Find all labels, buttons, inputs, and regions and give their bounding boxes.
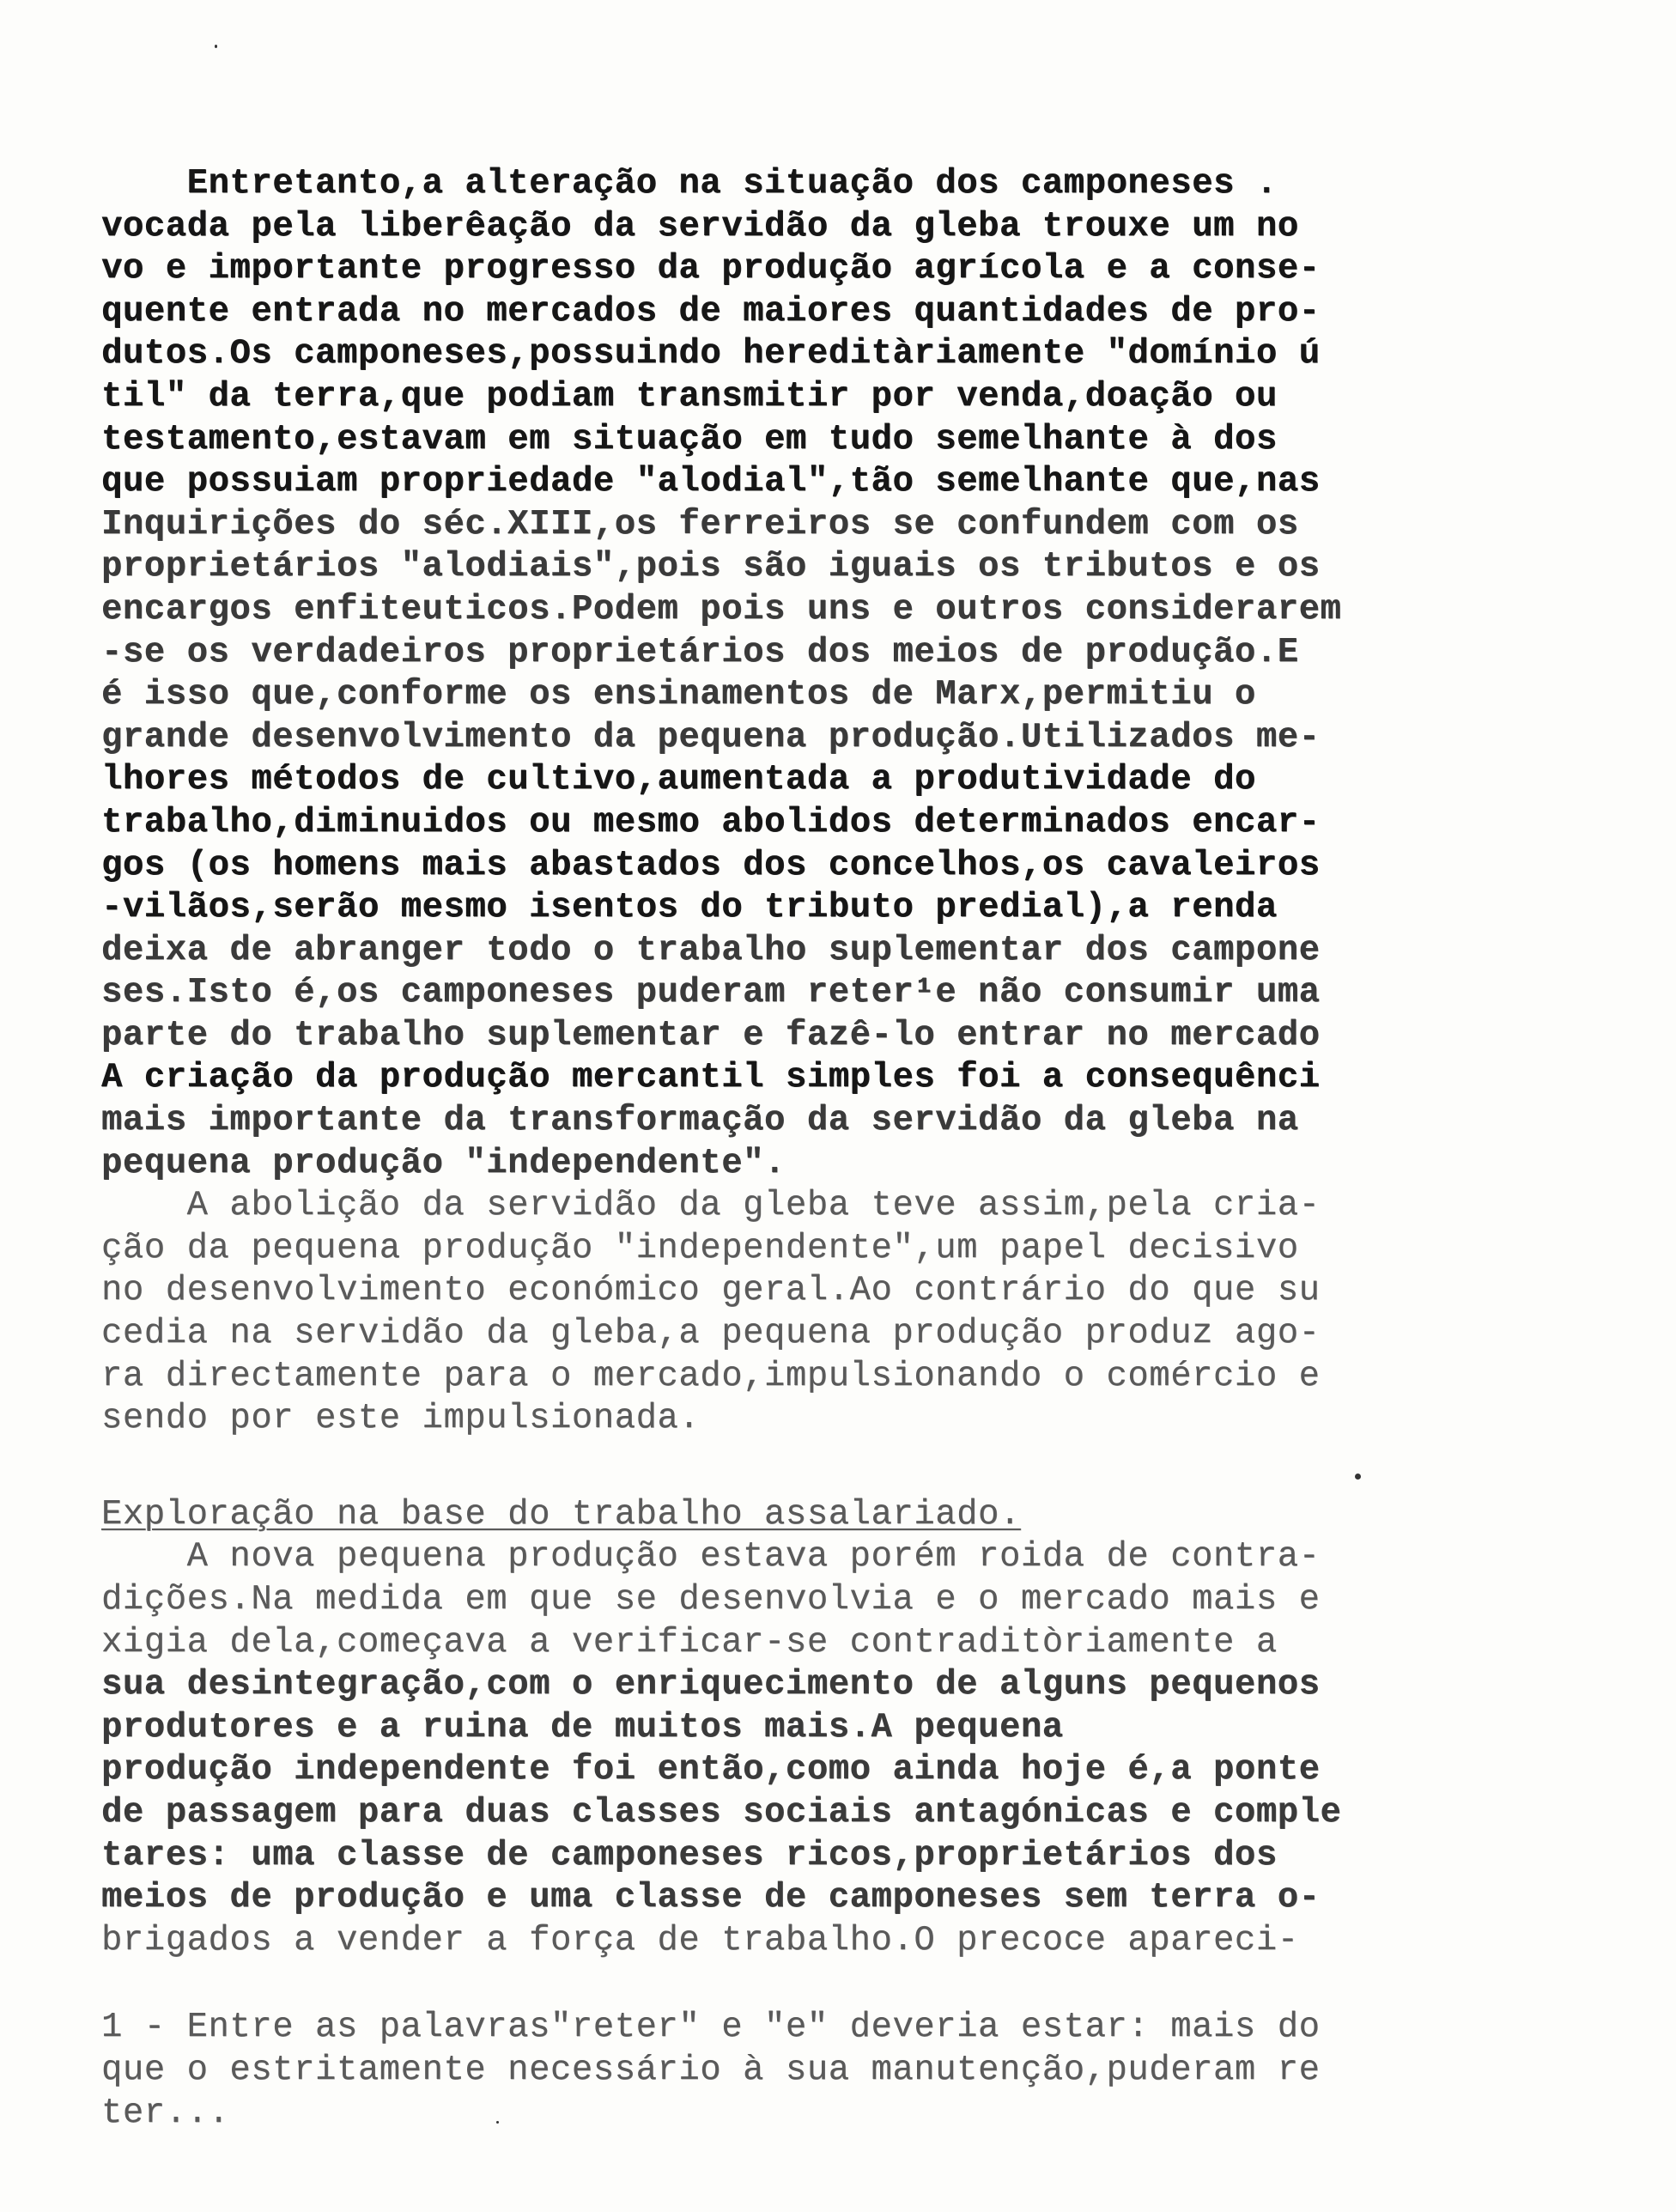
text-line: A nova pequena produção estava porém roida de contra- <box>101 1537 1321 1577</box>
text-line: vocada pela liberêação da servidão da gleba trouxe um no <box>101 206 1299 246</box>
text-line: que possuiam propriedade "alodial",tão semelhante que,nas <box>101 462 1321 502</box>
paragraph-1 <box>101 163 1578 1185</box>
text-line: no desenvolvimento económico geral.Ao contrário do que su <box>101 1271 1321 1311</box>
text-line: brigados a vender a força de trabalho.O precoce apareci- <box>101 1920 1299 1960</box>
footnote-line: que o estritamente necessário à sua manutenção,puderam re <box>101 2050 1321 2090</box>
text-line: gos (os homens mais abastados dos concelhos,os cavaleiros <box>101 845 1321 885</box>
page-body <box>101 163 1578 2135</box>
text-line: produção independente foi então,como ainda hoje é,a ponte <box>101 1750 1321 1790</box>
text-line: dutos.Os camponeses,possuindo hereditàriamente "domínio ú <box>101 334 1321 374</box>
text-line: proprietários "alodiais",pois são iguais os tributos e os <box>101 547 1321 587</box>
text-line: xigia dela,começava a verificar-se contraditòriamente a <box>101 1622 1278 1662</box>
text-line: mais importante da transformação da servidão da gleba na <box>101 1101 1299 1141</box>
text-line: de passagem para duas classes sociais antagónicas e comple <box>101 1792 1342 1832</box>
text-line: -se os verdadeiros proprietários dos meios de produção.E <box>101 632 1299 672</box>
text-line: tares: uma classe de camponeses ricos,proprietários dos <box>101 1835 1278 1875</box>
text-line: pequena produção "independente". <box>101 1143 786 1183</box>
text-line: vo e importante progresso da produção agrícola e a conse- <box>101 249 1321 289</box>
text-line: encargos enfiteuticos.Podem pois uns e outros considerarem <box>101 589 1342 629</box>
footnote-line: ter... <box>101 2093 230 2133</box>
ink-speck <box>496 2121 499 2124</box>
text-line: cedia na servidão da gleba,a pequena produção produz ago- <box>101 1314 1321 1354</box>
text-line: Entretanto,a alteração na situação dos camponeses . <box>101 164 1278 204</box>
text-line: ção da pequena produção "independente",um papel decisivo <box>101 1228 1299 1268</box>
footnote <box>101 2007 1578 2135</box>
text-line: trabalho,diminuidos ou mesmo abolidos determinados encar- <box>101 802 1321 842</box>
text-line: ra directamente para o mercado,impulsionando o comércio e <box>101 1356 1321 1396</box>
section-heading: Exploração na base do trabalho assalariado. <box>101 1494 1021 1534</box>
text-line: deixa de abranger todo o trabalho suplementar dos campone <box>101 930 1321 970</box>
text-line: A abolição da servidão da gleba teve assim,pela cria- <box>101 1186 1321 1226</box>
ink-speck <box>215 45 217 48</box>
paragraph-2 <box>101 1185 1578 1441</box>
footnote-line: 1 - Entre as palavras"reter" e "e" deveria estar: mais do <box>101 2008 1321 2048</box>
text-line: ses.Isto é,os camponeses puderam reter¹e não consumir uma <box>101 973 1321 1013</box>
text-line: sua desintegração,com o enriquecimento de alguns pequenos <box>101 1665 1321 1705</box>
text-line: parte do trabalho suplementar e fazê-lo entrar no mercado <box>101 1015 1321 1055</box>
text-line: -vilãos,serão mesmo isentos do tributo predial),a renda <box>101 888 1278 928</box>
text-line: quente entrada no mercados de maiores quantidades de pro- <box>101 291 1321 331</box>
text-line: dições.Na medida em que se desenvolvia e o mercado mais e <box>101 1580 1321 1620</box>
text-line: Inquirições do séc.XIII,os ferreiros se confundem com os <box>101 504 1299 544</box>
paragraph-3 <box>101 1536 1578 1962</box>
text-line: produtores e a ruina de muitos mais.A pequena <box>101 1707 1064 1747</box>
text-line: testamento,estavam em situação em tudo semelhante à dos <box>101 419 1278 459</box>
text-line: sendo por este impulsionada. <box>101 1399 701 1439</box>
text-line: til" da terra,que podiam transmitir por venda,doação ou <box>101 376 1278 416</box>
ink-speck <box>1355 1474 1361 1480</box>
text-line: meios de produção e uma classe de camponeses sem terra o- <box>101 1878 1321 1918</box>
text-line: grande desenvolvimento da pequena produção.Utilizados me- <box>101 717 1321 757</box>
text-line: é isso que,conforme os ensinamentos de Marx,permitiu o <box>101 675 1256 715</box>
text-line: lhores métodos de cultivo,aumentada a produtividade do <box>101 760 1256 800</box>
text-line: A criação da produção mercantil simples foi a consequênci <box>101 1058 1321 1098</box>
